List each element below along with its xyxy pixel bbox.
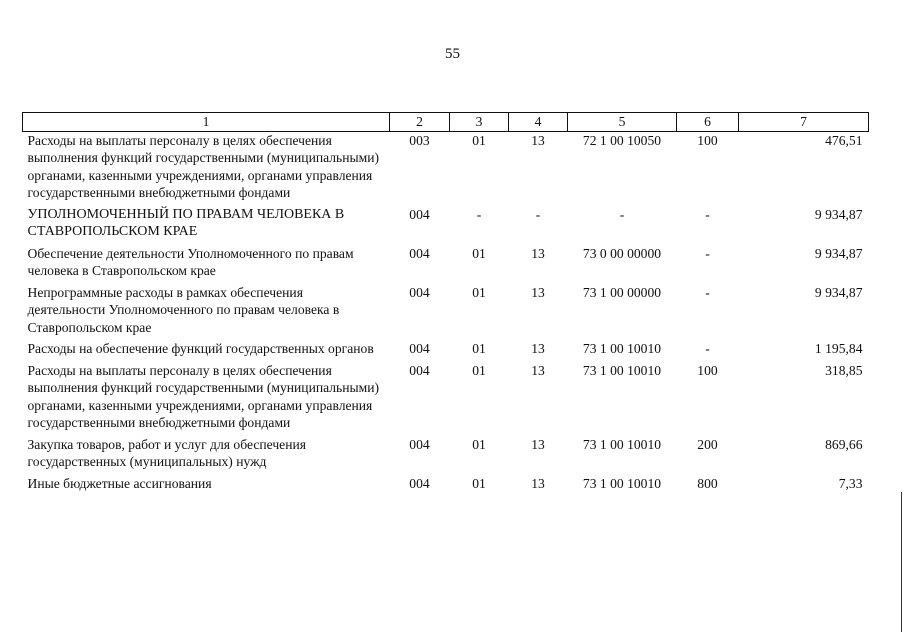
- row-name: Закупка товаров, работ и услуг для обеспечения государственных (муниципальных) нужд: [27, 436, 306, 469]
- row-code-6: -: [705, 245, 710, 261]
- row-code-3: 01: [472, 341, 486, 356]
- row-name: Иные бюджетные ассигнования: [27, 475, 212, 491]
- row-code-3: -: [476, 206, 482, 222]
- row-code-4: 13: [531, 341, 545, 356]
- row-amount: 9 934,87: [814, 206, 863, 222]
- table-row: [23, 131, 869, 206]
- row-amount: 7,33: [838, 475, 863, 491]
- row-code-6: 100: [697, 132, 718, 148]
- column-header-4: 4: [509, 113, 568, 132]
- row-code-3: 01: [472, 362, 486, 378]
- column-header-6: 6: [677, 113, 739, 132]
- row-code-4: 13: [531, 436, 545, 452]
- row-code-5: 73 1 00 10010: [582, 362, 662, 378]
- row-code-3: 01: [472, 284, 486, 300]
- row-code-5: 72 1 00 10050: [582, 132, 662, 148]
- row-code-4: 13: [531, 475, 545, 491]
- row-code-2: 004: [409, 206, 430, 222]
- row-code-6: 800: [697, 475, 718, 491]
- row-code-4: -: [535, 206, 541, 222]
- row-code-6: 200: [697, 436, 718, 452]
- row-amount: 9 934,87: [814, 284, 863, 300]
- row-code-5: 73 0 00 00000: [582, 245, 662, 261]
- row-code-2: 004: [409, 284, 430, 300]
- table-row: [23, 436, 869, 475]
- row-code-2: 004: [409, 341, 430, 356]
- row-code-3: 01: [472, 436, 486, 452]
- row-code-2: 004: [409, 475, 430, 491]
- row-code-4: 13: [531, 362, 545, 378]
- row-code-3: 01: [472, 245, 486, 261]
- column-header-2: 2: [390, 113, 450, 132]
- header-row: [23, 113, 869, 132]
- table-row: [23, 475, 869, 493]
- row-code-3: 01: [472, 132, 486, 148]
- scan-edge-line: [901, 492, 902, 632]
- row-code-2: 003: [409, 132, 430, 148]
- row-code-5: 73 1 00 10010: [582, 436, 662, 452]
- row-code-2: 004: [409, 362, 430, 378]
- row-code-4: 13: [531, 245, 545, 261]
- row-code-6: 100: [697, 362, 718, 378]
- table-row: [23, 245, 869, 284]
- column-header-3: 3: [450, 113, 509, 132]
- row-code-2: 004: [409, 436, 430, 452]
- row-amount: 869,66: [825, 436, 863, 452]
- row-name: Непрограммные расходы в рамках обеспечения деятельности Уполномоченного по правам человека в Ставропольском крае: [27, 284, 340, 335]
- row-name: Расходы на выплаты персоналу в целях обеспечения выполнения функций государственными (муниципальными) органами, казенными учреждениями, органами управления государственными внебюджетными фондами: [27, 132, 380, 200]
- page-number: 55: [445, 46, 460, 62]
- row-code-5: -: [619, 206, 625, 222]
- column-header-5: 5: [568, 113, 677, 132]
- row-name: Обеспечение деятельности Уполномоченного по правам человека в Ставропольском крае: [27, 245, 354, 278]
- budget-table: [22, 112, 869, 492]
- row-code-3: 01: [472, 475, 486, 491]
- row-amount: 9 934,87: [814, 245, 863, 261]
- row-amount: 476,51: [825, 132, 863, 148]
- row-code-2: 004: [409, 245, 430, 261]
- row-code-5: 73 1 00 10010: [582, 475, 662, 491]
- table-row: [23, 362, 869, 436]
- row-code-6: -: [705, 206, 710, 222]
- row-code-4: 13: [531, 132, 545, 148]
- row-name: Расходы на обеспечение функций государственных органов: [27, 341, 374, 356]
- row-amount: 1 195,84: [814, 341, 863, 356]
- row-amount: 318,85: [825, 362, 863, 378]
- table-row: [23, 340, 869, 362]
- row-code-5: 73 1 00 00000: [582, 284, 662, 300]
- table-row: [23, 206, 869, 245]
- column-header-1: 1: [23, 113, 390, 132]
- row-code-6: -: [705, 284, 710, 300]
- table-row: [23, 284, 869, 341]
- row-code-4: 13: [531, 284, 545, 300]
- row-code-5: 73 1 00 10010: [582, 341, 662, 356]
- column-header-7: 7: [739, 113, 869, 132]
- row-name: УПОЛНОМОЧЕННЫЙ ПО ПРАВАМ ЧЕЛОВЕКА В СТАВРОПОЛЬСКОМ КРАЕ: [27, 206, 345, 239]
- row-code-6: -: [705, 341, 710, 356]
- row-name: Расходы на выплаты персоналу в целях обеспечения выполнения функций государственными (муниципальными) органами, казенными учреждениями, органами управления государственными внебюджетными фондами: [27, 362, 380, 430]
